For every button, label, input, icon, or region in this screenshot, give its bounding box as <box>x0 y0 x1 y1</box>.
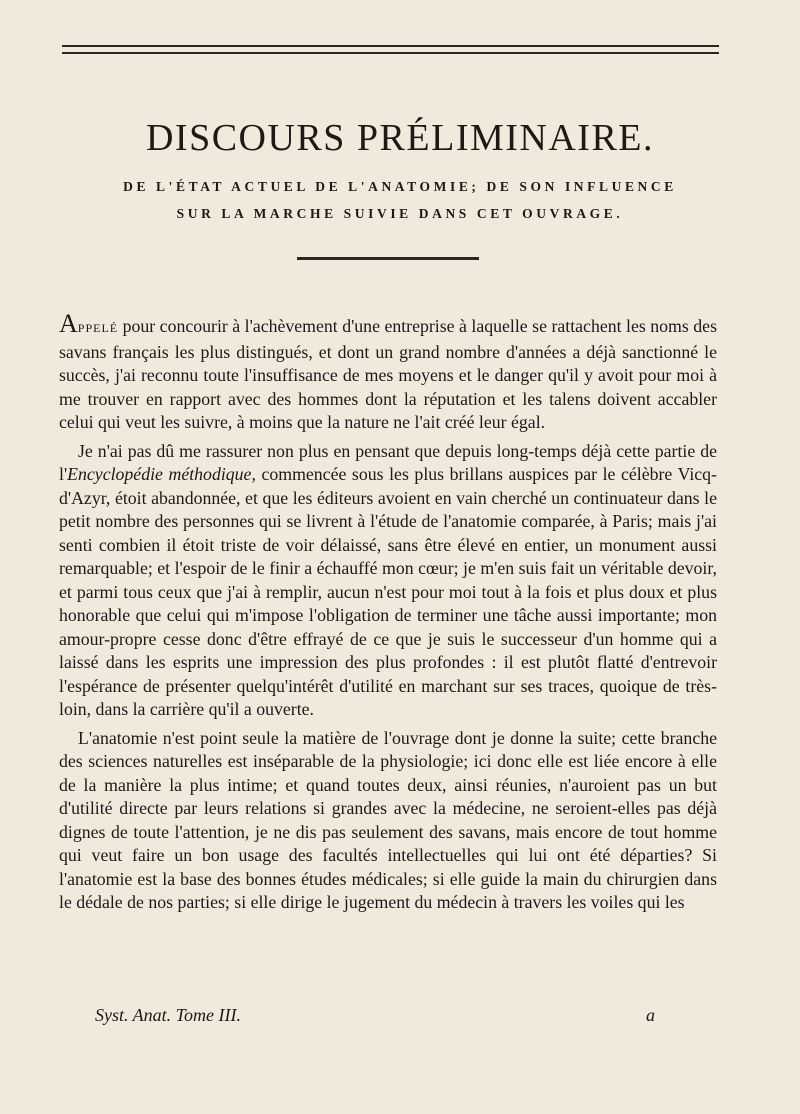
subtitle-line-1: DE L'ÉTAT ACTUEL DE L'ANATOMIE; DE SON INFLUENCE <box>123 179 677 194</box>
small-caps-opening: PPELÉ <box>77 321 119 335</box>
paragraph-3: L'anatomie n'est point seule la matière de l'ouvrage dont je donne la suite; cette branche des sciences naturelles est inséparable de la physiologie; ici donc elle est liée encore à elle de la manière la plus intime; et quand toutes deux, ainsi réunies, n'auroient pas un but d'utilité directe par leurs relations si grandes avec la médecine, ne seroient-elles pas déjà dignes de toute l'attention, je ne dis pas seulement des savans, mais encore de tout homme qui veut faire un bon usage des facultés intellectuelles qui lui ont été départies? Si l'anatomie est la base des bonnes études médicales; si elle guide la main du chirurgien dans le dédale de nos parties; si elle dirige le jugement du médecin à travers les voiles qui les <box>59 727 717 912</box>
paragraph-1 <box>59 309 717 435</box>
subtitle-line-2: SUR LA MARCHE SUIVIE DANS CET OUVRAGE. <box>176 206 624 221</box>
paragraph-2 <box>59 440 717 722</box>
page-title: DISCOURS PRÉLIMINAIRE. <box>145 117 655 160</box>
body-text <box>59 309 717 915</box>
page-footer <box>95 1005 655 1031</box>
signature-line: Syst. Anat. Tome III. <box>95 1005 241 1025</box>
chapter-subtitle <box>40 173 760 227</box>
paragraph-2-text-after: commencée sous les plus brillans auspices par le célèbre Vicq-d'Azyr, étoit abandonnée, et que les éditeurs avoient en vain cherché un continuateur dans le petit nombre des personnes qui se livrent à l'étude de l'anatomie comparée, à Paris; mais j'ai senti combien il étoit triste de voir délaissé, sans être élevé en entier, un monument aussi remarquable; et l'espoir de le finir a échauffé mon cœur; je m'en suis fait un véritable devoir, et parmi tous ceux que j'ai à remplir, aucun n'est pour moi tout à la fois et plus doux et plus honorable que celui qui m'impose l'obligation de terminer une tâche aussi importante; mon amour-propre cesse donc d'être effrayé de ce que je suis le successeur d'un homme qui a laissé dans les esprits une impression des plus profondes : il est plutôt flatté d'entrevoir l'espérance de présenter quelqu'intérêt d'utilité en marchant sur ses traces, quoique de très-loin, dans la carrière qu'il a ouverte. <box>59 464 717 719</box>
signature-mark: a <box>646 1005 655 1025</box>
paragraph-2-text-before: Je n'ai pas dû me rassurer non plus en pensant que depuis long-temps déjà cette partie de l' <box>59 440 717 484</box>
drop-capital: A <box>59 309 78 338</box>
top-double-rule <box>62 45 719 54</box>
book-title-italic: Encyclopédie méthodique, <box>67 464 256 484</box>
paragraph-1-text: pour concourir à l'achèvement d'une entreprise à laquelle se rattachent les noms des savans français les plus distingués, et dont un grand nombre d'années a déjà sanctionné le succès, j'ai reconnu toute l'insuffisance de mes moyens et le danger qu'il y avoit pour moi à me trouver en rapport avec des hommes dont la réputation et les talens doivent accabler celui qui veut les suivre, à moins que la nature ne l'ait créé leur égal. <box>59 316 717 432</box>
section-divider <box>297 257 479 260</box>
